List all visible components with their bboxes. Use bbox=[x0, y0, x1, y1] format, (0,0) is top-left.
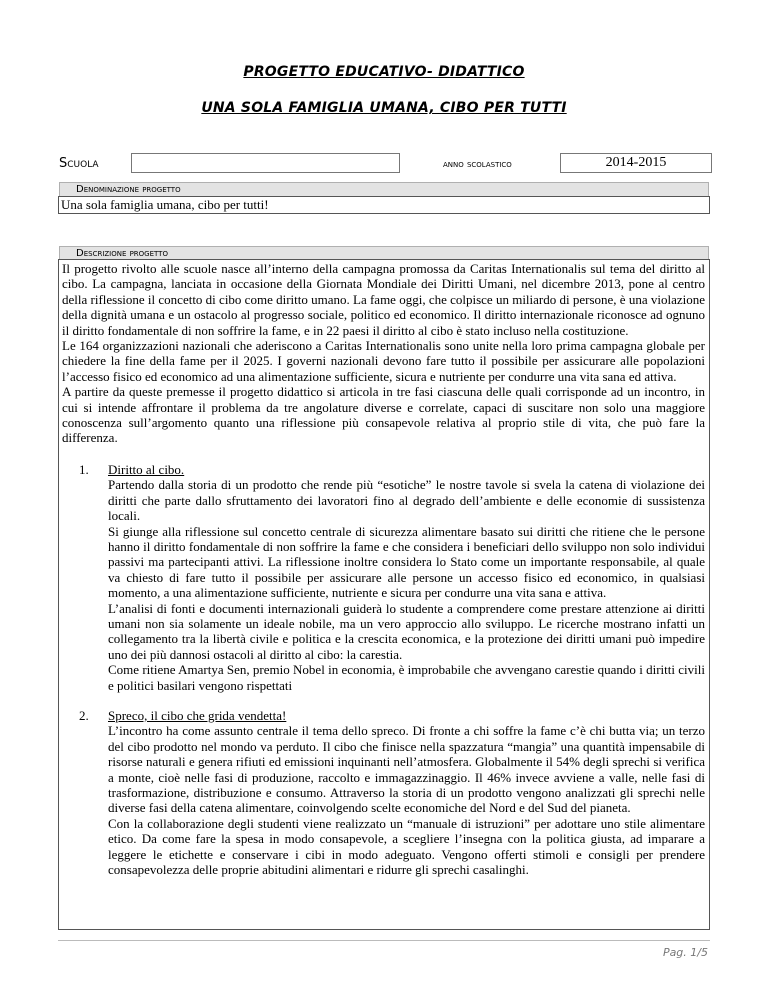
desc-paragraph: A partire da queste premesse il progetto didattico si articola in tre fasi ciascuna delle quali corrisponde ad un incontro, in cui si intende affrontare il problema da tre angolature diverse e correlate, capaci di suscitare non solo una maggiore conoscenza sull’argomento quanto una riflessione più consapevole relativa al proprio stile di vita, che può fare la differenza. bbox=[62, 384, 705, 446]
page-number: Pag. 1/5 bbox=[662, 946, 708, 959]
denominazione-label: Denominazione progetto bbox=[59, 182, 709, 196]
footer-divider bbox=[58, 940, 710, 941]
phase-paragraph: Con la collaborazione degli studenti viene realizzato un “manuale di istruzioni” per adottare uno stile alimentare etico. Da come fare la spesa in modo consapevole, a scegliere l’insegna con la politica giusta, ad imparare a leggere le etichette e conservare i cibi in modo adeguato. Vengono offerti stimoli e consigli per prendere consapevolezza delle proprie abitudini alimentari e ridurre gli sprechi casalinghi. bbox=[108, 815, 705, 878]
phase-number: 2. bbox=[79, 707, 89, 723]
phase-paragraph: L’analisi di fonti e documenti internazionali guiderà lo studente a comprendere come prestare attenzione ai diritti umani non sia solamente un ideale nobile, ma un vero approccio allo sviluppo. Le ricerche mostrano infatti un collegamento tra la libertà civile e politica e la crescita economica, e la protezione dei diritti umani può impedire uno dei più dannosi ostacoli al diritto al cibo: la carestia. bbox=[108, 600, 705, 662]
phase-title: Diritto al cibo. bbox=[108, 461, 185, 477]
phase-item bbox=[62, 462, 705, 693]
desc-paragraph: Il progetto rivolto alle scuole nasce all’interno della campagna promossa da Caritas Internationalis sul tema del diritto al cibo. La campagna, lanciata in occasione della Giornata Mondiale dei Diritti Umani, nel dicembre 2013, pone al centro della riflessione il concetto di cibo come diritto umano. La fame oggi, che colpisce un miliardo di persone, è una violazione della dignità umana e un ostacolo al progresso sociale, politico ed economico. Il diritto internazionale riconosce ad ognuno il diritto fondamentale di non soffrire la fame, e in 22 paesi il diritto al cibo è stato incluso nella costituzione. bbox=[62, 261, 705, 338]
project-subtitle: UNA SOLA FAMIGLIA UMANA, CIBO PER TUTTI bbox=[201, 100, 567, 116]
descrizione-label: Descrizione progetto bbox=[59, 246, 709, 260]
scuola-field[interactable] bbox=[131, 153, 400, 173]
scuola-label: Scuola bbox=[59, 156, 99, 171]
anno-scolastico-label: anno scolastico bbox=[443, 159, 512, 170]
denominazione-field[interactable]: Una sola famiglia umana, cibo per tutti! bbox=[58, 196, 710, 214]
phase-paragraph: Partendo dalla storia di un prodotto che rende più “esotiche” le nostre tavole si svela la catena di violazione dei diritti che parte dallo sfruttamento dei lavoratori fino al degrado dell’ambiente e delle economie di sussistenza locali. bbox=[108, 477, 705, 524]
desc-paragraph: Le 164 organizzazioni nazionali che aderiscono a Caritas Internationalis sono unite nella loro prima campagna globale per chiedere la fine della fame per il 2025. I governi nazionali devono fare tutto il possibile per assicurare alle popolazioni l’accesso fisico ed economico ad una alimentazione sufficiente, sicura e nutriente per condurre una vita sana ed attiva. bbox=[62, 338, 705, 384]
phase-paragraph: Si giunge alla riflessione sul concetto centrale di sicurezza alimentare basato sui diritti che ritiene che le persone hanno il diritto fondamentale di non soffrire la fame e che considera i beneficiari dello sviluppo non solo individui passivi ma partecipanti attivi. La riflessione inoltre considera lo Stato come un importante responsabile, al quale va chiesto di fare tutto il possibile per assicurare alle persone un accesso fisico ed economico, in qualsiasi momento, a una alimentazione sufficiente, nutriente e sicura per condurre una vita sana e attiva. bbox=[108, 523, 705, 601]
phase-number: 1. bbox=[79, 461, 89, 477]
anno-scolastico-field[interactable]: 2014-2015 bbox=[560, 153, 712, 173]
phase-item bbox=[62, 708, 705, 877]
phase-paragraph: Come ritiene Amartya Sen, premio Nobel in economia, è improbabile che avvengano carestie quando i diritti civili e politici basilari vengono rispettati bbox=[108, 662, 705, 693]
document-title: PROGETTO EDUCATIVO- DIDATTICO bbox=[243, 64, 525, 80]
phase-list bbox=[62, 462, 705, 878]
phase-paragraph: L’incontro ha come assunto centrale il tema dello spreco. Di fronte a chi soffre la fame c’è chi butta via; un terzo del cibo prodotto nel mondo va perduto. Il cibo che finisce nella spazzatura “mangia” una quantità impensabile di risorse naturali e genera rifiuti ed emissioni inquinanti nell’atmosfera. Globalmente il 54% degli sprechi si verifica a monte, cioè nelle fasi di produzione, raccolto e immagazzinaggio. Il 46% invece avviene a valle, nelle fasi di trasformazione, distribuzione e consumo. Attraverso la storia di un prodotto vengono analizzati gli sprechi nelle diverse fasi della catena alimentare, coinvolgendo scelte economiche del Nord e del Sud del pianeta. bbox=[108, 723, 705, 816]
phase-title: Spreco, il cibo che grida vendetta! bbox=[108, 707, 287, 723]
descrizione-field bbox=[58, 259, 710, 930]
